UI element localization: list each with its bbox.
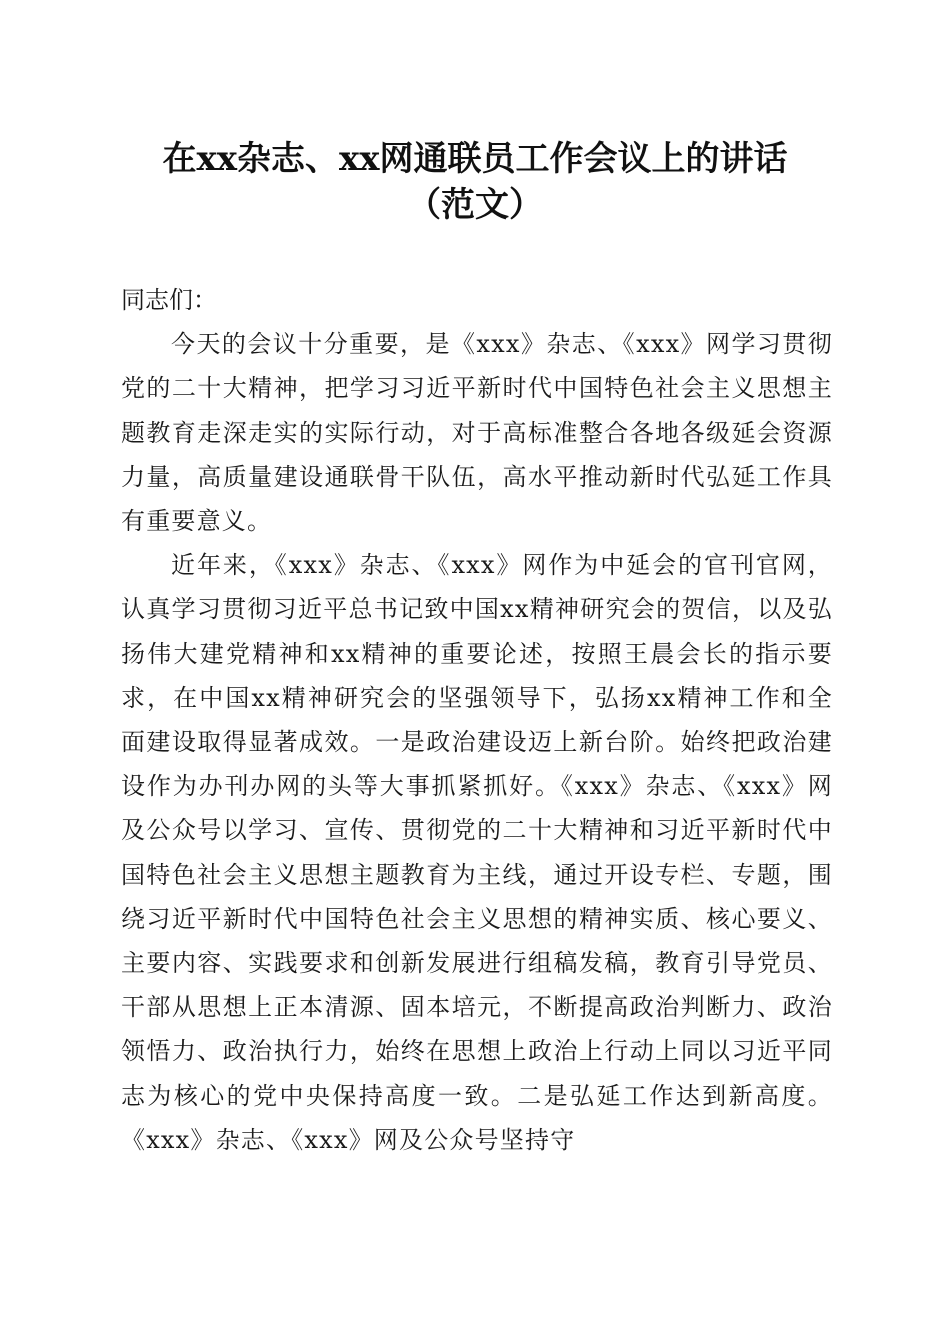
document-subtitle: （范文） (407, 185, 543, 225)
document-body (121, 278, 833, 1162)
paragraph-achievements: 近年来，《xxx》杂志、《xxx》网作为中延会的官刊官网，认真学习贯彻习近平总书记致中国xx精神研究会的贺信，以及弘扬伟大建党精神和xx精神的重要论述，按照王晨会长的指示要求，在中国xx精神研究会的坚强领导下，弘扬xx精神工作和全面建设取得显著成效。一是政治建设迈上新台阶。始终把政治建设作为办刊办网的头等大事抓紧抓好。《xxx》杂志、《xxx》网及公众号以学习、宣传、贯彻党的二十大精神和习近平新时代中国特色社会主义思想主题教育为主线，通过开设专栏、专题，围绕习近平新时代中国特色社会主义思想的精神实质、核心要义、主要内容、实践要求和创新发展进行组稿发稿，教育引导党员、干部从思想上正本清源、固本培元，不断提高政治判断力、政治领悟力、政治执行力，始终在思想上政治上行动上同以习近平同志为核心的党中央保持高度一致。二是弘延工作达到新高度。《xxx》杂志、《xxx》网及公众号坚持守 (121, 551, 833, 1154)
paragraph-opening: 今天的会议十分重要，是《xxx》杂志、《xxx》网学习贯彻党的二十大精神，把学习习近平新时代中国特色社会主义思想主题教育走深走实的实际行动，对于高标准整合各地各级延会资源力量，高质量建设通联骨干队伍，高水平推动新时代弘延工作具有重要意义。 (121, 330, 833, 536)
document-title: 在xx杂志、xx网通联员工作会议上的讲话 (162, 139, 788, 179)
salutation: 同志们： (121, 286, 217, 314)
